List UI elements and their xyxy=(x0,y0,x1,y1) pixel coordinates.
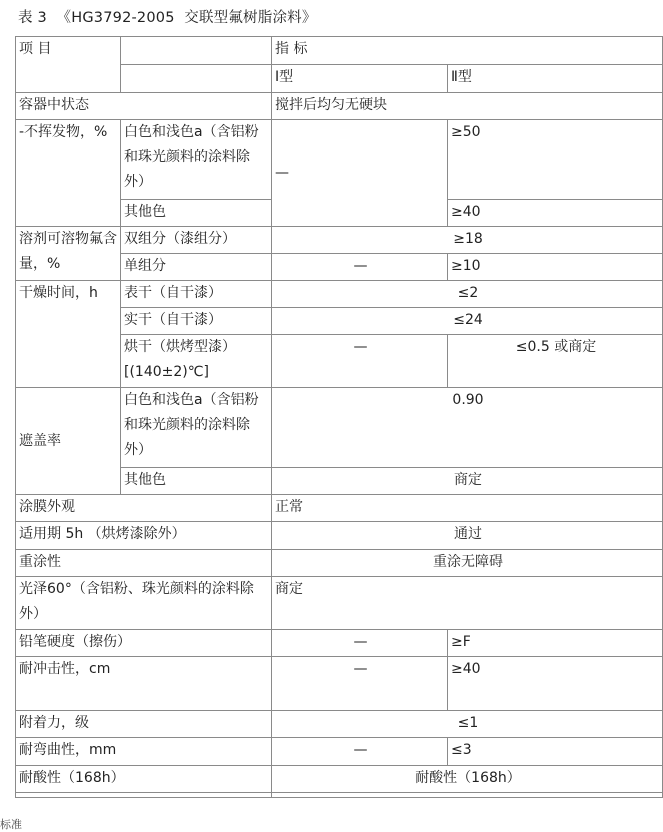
table-row xyxy=(16,577,663,630)
row-label: 溶剂可溶物氟含量，% xyxy=(16,227,121,281)
row-label: 附着力，级 xyxy=(16,711,272,738)
row-label: 适用期 5h （烘烤漆除外） xyxy=(16,522,272,550)
cell-value: — xyxy=(272,738,448,766)
table-row xyxy=(16,793,663,798)
header-type1: Ⅰ型 xyxy=(272,65,448,93)
sub-label: 表干（自干漆） xyxy=(121,281,272,308)
row-label: 遮盖率 xyxy=(16,388,121,495)
footer-fragment: 标准 xyxy=(0,818,22,831)
row-label: 铅笔硬度（擦伤） xyxy=(16,630,272,657)
table-row xyxy=(16,630,663,657)
cell-value: ≤3 xyxy=(448,738,663,766)
row-label: 容器中状态 xyxy=(16,93,272,120)
cell-value: ≥40 xyxy=(448,200,663,227)
sub-label: 双组分（漆组分） xyxy=(121,227,272,254)
table-row xyxy=(16,711,663,738)
row-label: 重涂性 xyxy=(16,550,272,577)
cell-value: 商定 xyxy=(272,577,663,630)
sub-label: 其他色 xyxy=(121,468,272,495)
cell-value: 正常 xyxy=(272,495,663,522)
table-row xyxy=(16,93,663,120)
cell-value: ≤24 xyxy=(272,308,663,335)
table-row xyxy=(16,738,663,766)
cell-value: ≥F xyxy=(448,630,663,657)
cell-value: ≤0.5 或商定 xyxy=(448,335,663,388)
sub-label: 白色和浅色a（含铝粉和珠光颜料的涂料除外） xyxy=(121,120,272,200)
spec-table xyxy=(15,36,663,798)
row-label: 耐酸性（168h） xyxy=(16,766,272,793)
cell-value: ≥50 xyxy=(448,120,663,200)
cell-value: ≥18 xyxy=(272,227,663,254)
header-type2: Ⅱ型 xyxy=(448,65,663,93)
table-row xyxy=(16,766,663,793)
header-item: 项 目 xyxy=(16,37,121,93)
cell-value: ≤2 xyxy=(272,281,663,308)
cell-value: 0.90 xyxy=(272,388,663,468)
sub-label: 白色和浅色a（含铝粉和珠光颜料的涂料除外） xyxy=(121,388,272,468)
cell-value: — xyxy=(272,657,448,711)
cell-value: ≥40 xyxy=(448,657,663,711)
cell-value: — xyxy=(272,120,448,227)
sub-label: 烘干（烘烤型漆）[(140±2)℃] xyxy=(121,335,272,388)
cell-value: — xyxy=(272,254,448,281)
header-indicator: 指 标 xyxy=(272,37,663,65)
table-row xyxy=(16,657,663,711)
row-label: -不挥发物，% xyxy=(16,120,121,227)
cell-value: 重涂无障碍 xyxy=(272,550,663,577)
table-row xyxy=(16,388,663,468)
table-row xyxy=(16,120,663,200)
table-caption: 表 3 《HG3792-2005 交联型氟树脂涂料》 xyxy=(18,10,317,26)
sub-label: 其他色 xyxy=(121,200,272,227)
table-row xyxy=(16,550,663,577)
table-row xyxy=(16,281,663,308)
row-label: 耐冲击性，cm xyxy=(16,657,272,711)
row-label: 光泽60°（含铝粉、珠光颜料的涂料除外） xyxy=(16,577,272,630)
cell-value: 商定 xyxy=(272,468,663,495)
table-row xyxy=(16,522,663,550)
sub-label: 实干（自干漆） xyxy=(121,308,272,335)
row-label: 耐弯曲性，mm xyxy=(16,738,272,766)
row-label: 干燥时间，h xyxy=(16,281,121,388)
row-label: 涂膜外观 xyxy=(16,495,272,522)
cell-value: ≥10 xyxy=(448,254,663,281)
table-row xyxy=(16,227,663,254)
sub-label: 单组分 xyxy=(121,254,272,281)
cell-value: 搅拌后均匀无硬块 xyxy=(272,93,663,120)
cell-value: — xyxy=(272,630,448,657)
cell-value: 耐酸性（168h） xyxy=(272,766,663,793)
cell-value: ≤1 xyxy=(272,711,663,738)
cell-value: — xyxy=(272,335,448,388)
cell-value: 通过 xyxy=(272,522,663,550)
table-row xyxy=(16,495,663,522)
table-row xyxy=(16,37,663,65)
